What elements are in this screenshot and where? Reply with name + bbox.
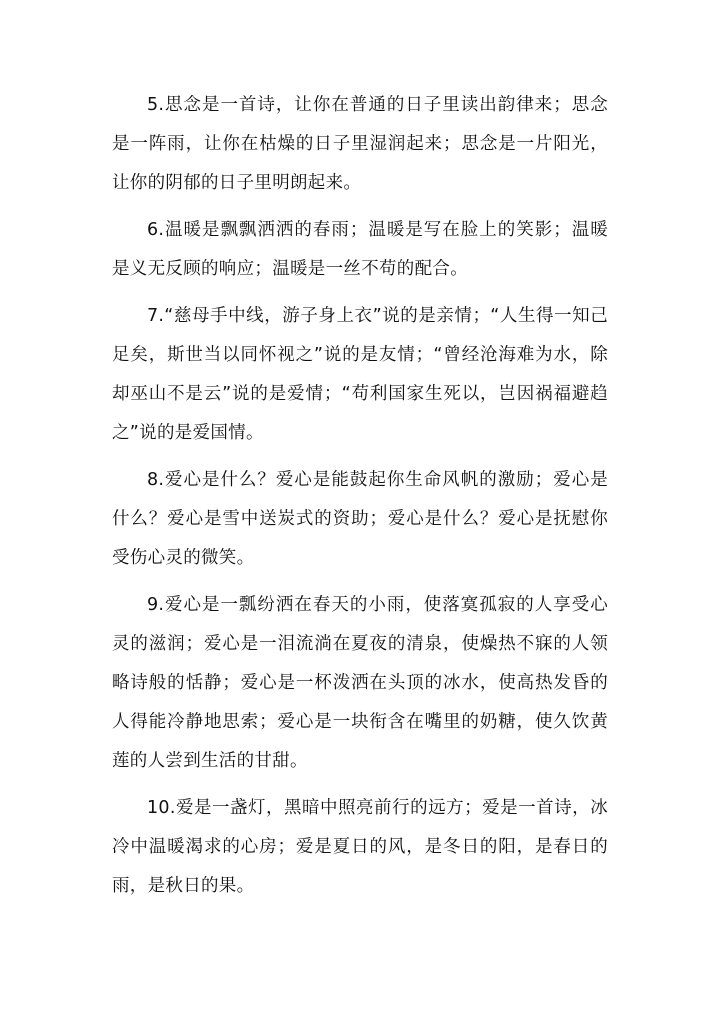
paragraph-10: 10.爱是一盏灯，黑暗中照亮前行的远方；爱是一首诗，冰冷中温暖渴求的心房；爱是夏日的风，是冬日的阳，是春日的雨，是秋日的果。 <box>112 798 608 896</box>
paragraph-8: 8.爱心是什么？爱心是能鼓起你生命风帆的激励；爱心是什么？爱心是雪中送炭式的资助；爱心是什么？爱心是抚慰你受伤心灵的微笑。 <box>112 470 608 568</box>
paragraph-6: 6.温暖是飘飘洒洒的春雨；温暖是写在脸上的笑影；温暖是义无反顾的响应；温暖是一丝不苟的配合。 <box>112 220 608 279</box>
paragraph-7: 7.“慈母手中线，游子身上衣”说的是亲情；“人生得一知己足矣，斯世当以同怀视之”说的是友情；“曾经沧海难为水，除却巫山不是云”说的是爱情；“苟利国家生死以，岂因祸福避趋之”说的是爱国情。 <box>112 306 608 443</box>
paragraph-5: 5.思念是一首诗，让你在普通的日子里读出韵律来；思念是一阵雨，让你在枯燥的日子里湿润起来；思念是一片阳光，让你的阴郁的日子里明朗起来。 <box>112 95 608 193</box>
paragraph-9: 9.爱心是一瓢纷洒在春天的小雨，使落寞孤寂的人享受心灵的滋润；爱心是一泪流淌在夏夜的清泉，使燥热不寐的人领略诗般的恬静；爱心是一杯泼洒在头顶的冰水，使高热发昏的人得能冷静地思索；爱心是一块衔含在嘴里的奶糖，使久饮黄莲的人尝到生活的甘甜。 <box>112 595 608 771</box>
document-body <box>112 86 608 906</box>
